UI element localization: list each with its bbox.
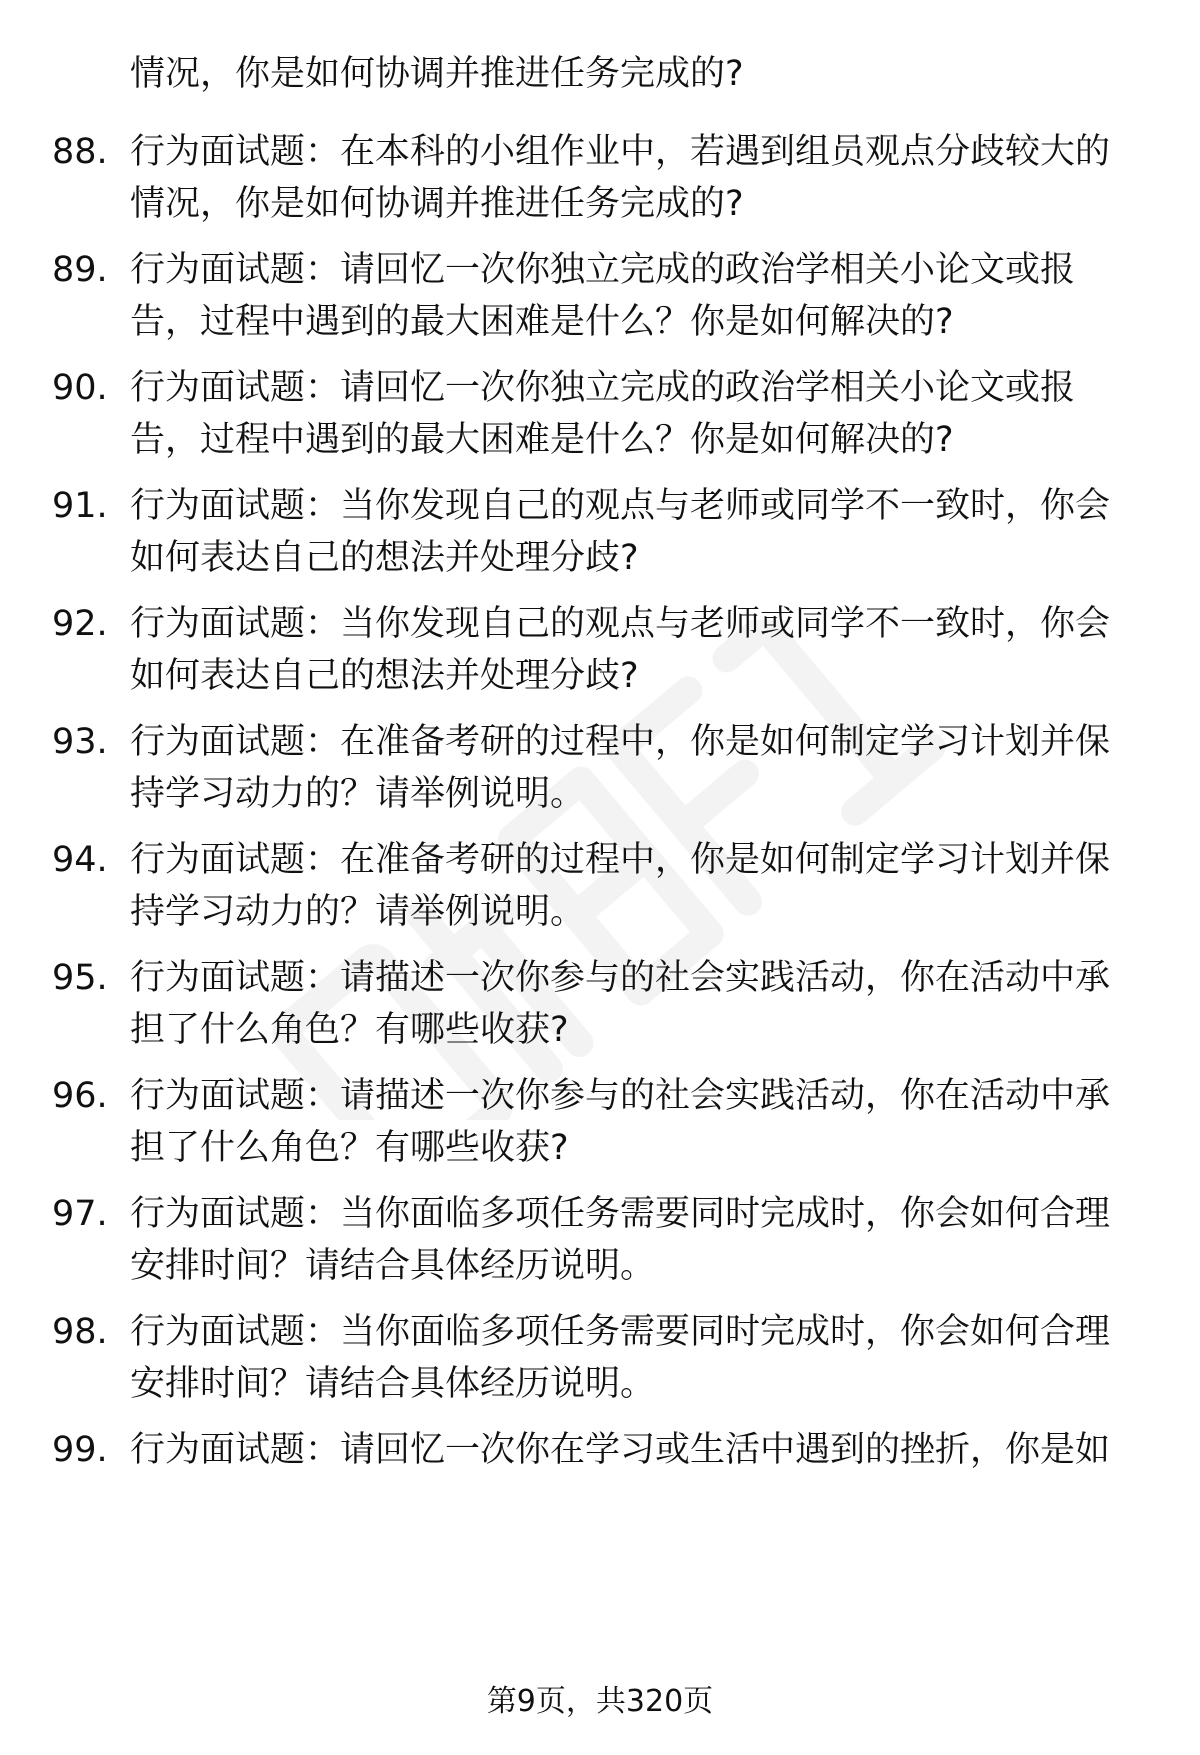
- item-line: 行为面试题：当你面临多项任务需要同时完成时，你会如何合理: [130, 1194, 1111, 1234]
- item-line: 行为面试题：请回忆一次你在学习或生活中遇到的挫折，你是如: [130, 1430, 1111, 1470]
- item-number: 94.: [52, 840, 108, 880]
- page-footer: 第9页，共320页: [486, 1684, 714, 1719]
- item-line: 行为面试题：请回忆一次你独立完成的政治学相关小论文或报: [130, 368, 1076, 408]
- item-line: 安排时间？请结合具体经历说明。: [130, 1246, 656, 1286]
- item-number: 93.: [52, 722, 108, 762]
- item-line: 行为面试题：当你面临多项任务需要同时完成时，你会如何合理: [130, 1312, 1111, 1352]
- item-line: 如何表达自己的想法并处理分歧?: [130, 656, 639, 696]
- item-line: 担了什么角色？有哪些收获?: [130, 1128, 569, 1168]
- item-line: 行为面试题：在本科的小组作业中，若遇到组员观点分歧较大的: [130, 132, 1111, 172]
- item-line: 行为面试题：请回忆一次你独立完成的政治学相关小论文或报: [130, 250, 1076, 290]
- item-line: 情况，你是如何协调并推进任务完成的?: [130, 54, 744, 94]
- item-line: 行为面试题：在准备考研的过程中，你是如何制定学习计划并保: [130, 722, 1111, 762]
- item-line: 如何表达自己的想法并处理分歧?: [130, 538, 639, 578]
- item-line: 行为面试题：请描述一次你参与的社会实践活动，你在活动中承: [130, 1076, 1111, 1116]
- item-line: 告，过程中遇到的最大困难是什么？你是如何解决的?: [130, 302, 954, 342]
- item-number: 97.: [52, 1194, 108, 1234]
- item-number: 91.: [52, 486, 108, 526]
- item-number: 89.: [52, 250, 108, 290]
- item-line: 持学习动力的？请举例说明。: [130, 892, 586, 932]
- item-line: 行为面试题：当你发现自己的观点与老师或同学不一致时，你会: [130, 486, 1111, 526]
- item-line: 行为面试题：在准备考研的过程中，你是如何制定学习计划并保: [130, 840, 1111, 880]
- item-number: 95.: [52, 958, 108, 998]
- item-number: 98.: [52, 1312, 108, 1352]
- item-number: 96.: [52, 1076, 108, 1116]
- item-line: 行为面试题：请描述一次你参与的社会实践活动，你在活动中承: [130, 958, 1111, 998]
- item-number: 92.: [52, 604, 108, 644]
- item-line: 持学习动力的？请举例说明。: [130, 774, 586, 814]
- item-number: 90.: [52, 368, 108, 408]
- item-line: 情况，你是如何协调并推进任务完成的?: [130, 184, 744, 224]
- item-number: 88.: [52, 132, 108, 172]
- item-number: 99.: [52, 1430, 108, 1470]
- item-line: 行为面试题：当你发现自己的观点与老师或同学不一致时，你会: [130, 604, 1111, 644]
- item-line: 安排时间？请结合具体经历说明。: [130, 1364, 656, 1404]
- item-line: 担了什么角色？有哪些收获?: [130, 1010, 569, 1050]
- item-line: 告，过程中遇到的最大困难是什么？你是如何解决的?: [130, 420, 954, 460]
